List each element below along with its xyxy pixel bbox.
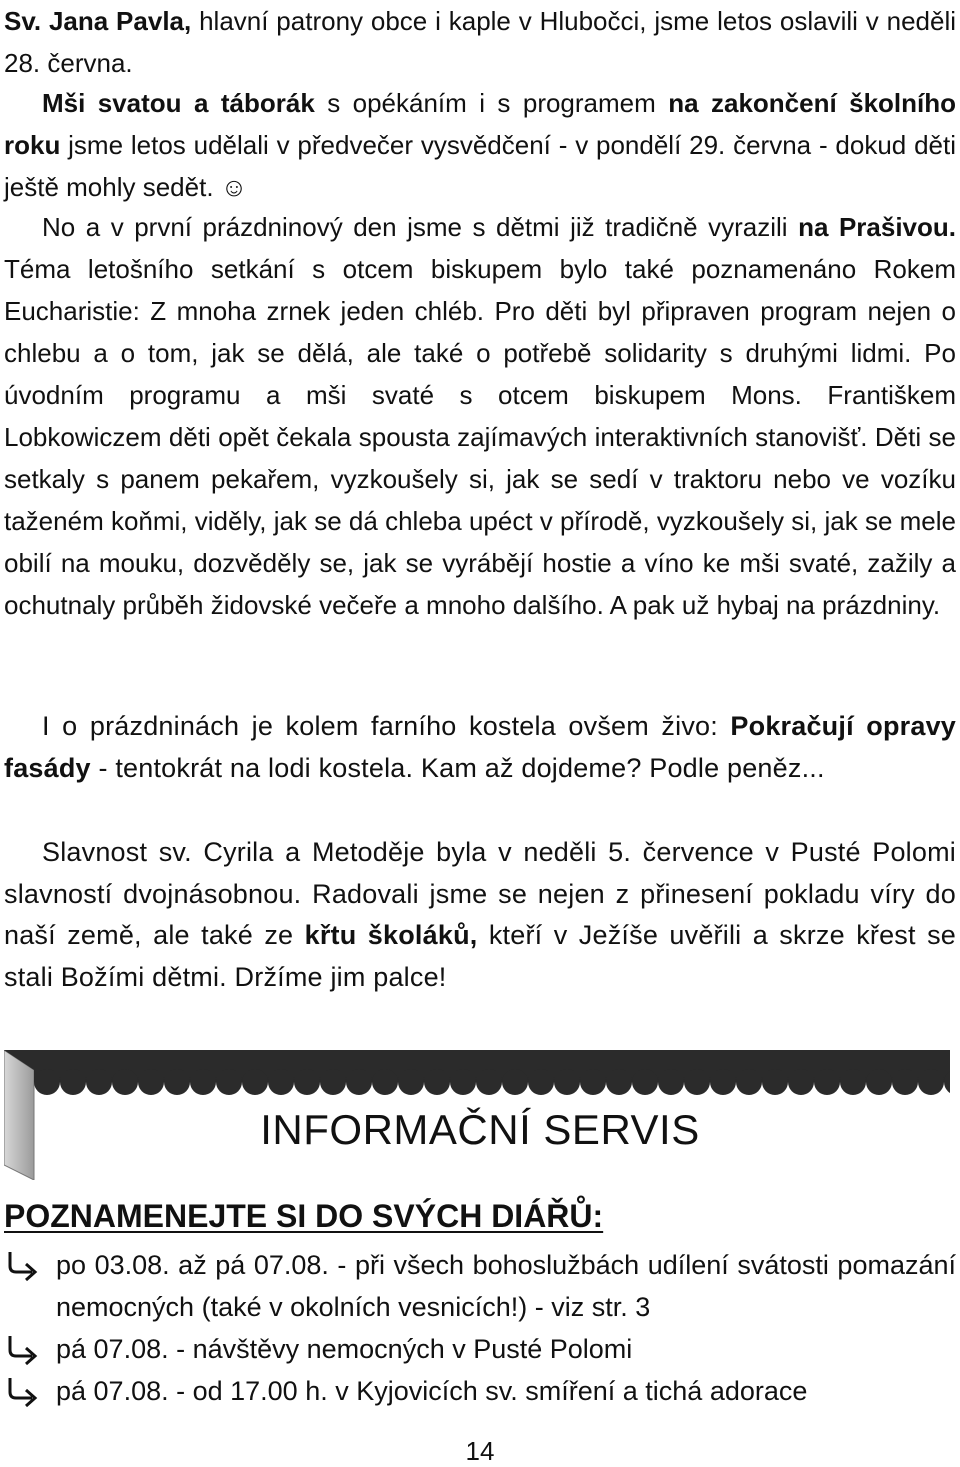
paragraph-jan-pavel: Sv. Jana Pavla, hlavní patrony obce i kaple v Hlubočci, jsme letos oslavili v neděli 28. června. <box>4 6 956 78</box>
awning-scallop <box>892 1069 918 1095</box>
awning-scallop <box>554 1069 580 1095</box>
smiley-icon: ☺ <box>220 172 248 202</box>
awning-scallop <box>86 1069 112 1095</box>
awning-scallop <box>424 1069 450 1095</box>
awning-scallop <box>814 1069 840 1095</box>
paragraph-fasada: I o prázdninách je kolem farního kostela ovšem živo: Pokračují opravy fasády - tentokrát na lodi kostela. Kam až dojdeme? Podle peněz... <box>4 711 956 783</box>
banner-title: INFORMAČNÍ SERVIS <box>260 1106 700 1153</box>
arrow-right-icon <box>4 1370 44 1412</box>
awning-scallop <box>34 1069 60 1095</box>
awning-scallop <box>164 1069 190 1095</box>
awning-scallop <box>346 1069 372 1095</box>
arrow-right-icon <box>4 1244 44 1286</box>
bold-jan-pavel: Sv. Jana Pavla, <box>4 6 192 36</box>
awning-scallop <box>216 1069 242 1095</box>
awning-scallop <box>606 1069 632 1095</box>
diary-heading: POZNAMENEJTE SI DO SVÝCH DIÁŘŮ: <box>4 1198 604 1234</box>
list-item-text: po 03.08. až pá 07.08. - při všech bohoslužbách udílení svátosti pomazání nemocných (také v okolních vesnicích!) - viz str. 3 <box>56 1250 956 1322</box>
awning-scallop <box>788 1069 814 1095</box>
awning-scallop <box>398 1069 424 1095</box>
awning-scallop <box>762 1069 788 1095</box>
list-item-text: pá 07.08. - návštěvy nemocných v Pusté Polomi <box>56 1334 633 1364</box>
awning-scallop <box>60 1069 86 1095</box>
awning-scallop <box>840 1069 866 1095</box>
list-item <box>4 1244 956 1328</box>
awning-scallop <box>450 1069 476 1095</box>
list-item <box>4 1370 956 1412</box>
awning-scallop <box>138 1069 164 1095</box>
awning-scallop <box>918 1069 944 1095</box>
awning-scallop <box>580 1069 606 1095</box>
awning-scallop <box>866 1069 892 1095</box>
awning-scallop <box>684 1069 710 1095</box>
paragraph-cyril-metodej: Slavnost sv. Cyrila a Metoděje byla v neděli 5. července v Pusté Polomi slavností dvojnásobnou. Radovali jsme se nejen z přinesení pokladu víry do naší země, ale také ze křtu školáků, kteří v Ježíše uvěřili a skrze křest se stali Božími dětmi. Držíme jim palce! <box>4 837 956 992</box>
list-item <box>4 1328 956 1370</box>
awning-scallop <box>190 1069 216 1095</box>
awning-scallop <box>502 1069 528 1095</box>
awning-scallop <box>736 1069 762 1095</box>
awning-scallop <box>658 1069 684 1095</box>
awning-scallop <box>294 1069 320 1095</box>
arrow-right-icon <box>4 1328 44 1370</box>
awning-scallop <box>372 1069 398 1095</box>
paragraph-prasiva: No a v první prázdninový den jsme s dětmi již tradičně vyrazili na Prašivou. Téma letošního setkání s otcem biskupem bylo také poznamenáno Rokem Eucharistie: Z mnoha zrnek jeden chléb. Pro děti byl připraven program nejen o chlebu a o tom, jak se dělá, ale také o potřebě solidarity s druhými lidmi. Po úvodním programu a mši svaté s otcem biskupem Mons. Františkem Lobkowiczem děti opět čekala spousta zajímavých interaktivních stanovišť. Děti se setkaly s panem pekařem, vyzkoušely si, jak se sedí v traktoru nebo ve vozíku taženém koňmi, viděly, jak se dá chleba upéct v přírodě, vyzkoušely si, jak se mele obilí na mouku, dozvěděly se, jak se vyrábějí hostie a víno ke mši svaté, zažily a ochutnaly průběh židovské večeře a mnoho dalšího. A pak už hybaj na prázdniny. <box>4 212 956 620</box>
awning-scallop <box>268 1069 294 1095</box>
awning-scallop <box>528 1069 554 1095</box>
awning-scallop <box>710 1069 736 1095</box>
awning-scallop <box>476 1069 502 1095</box>
awning-scallop <box>112 1069 138 1095</box>
awning-scallop <box>242 1069 268 1095</box>
awning-scallop <box>320 1069 346 1095</box>
list-item-text: pá 07.08. - od 17.00 h. v Kyjovicích sv. smíření a tichá adorace <box>56 1376 808 1406</box>
paragraph-taborak: Mši svatou a táborák s opékáním i s programem na zakončení školního roku jsme letos udělali v předvečer vysvědčení - v pondělí 29. června - dokud děti ještě mohly sedět. ☺ <box>4 88 957 202</box>
page-number: 14 <box>465 1436 495 1466</box>
awning-scallop <box>632 1069 658 1095</box>
